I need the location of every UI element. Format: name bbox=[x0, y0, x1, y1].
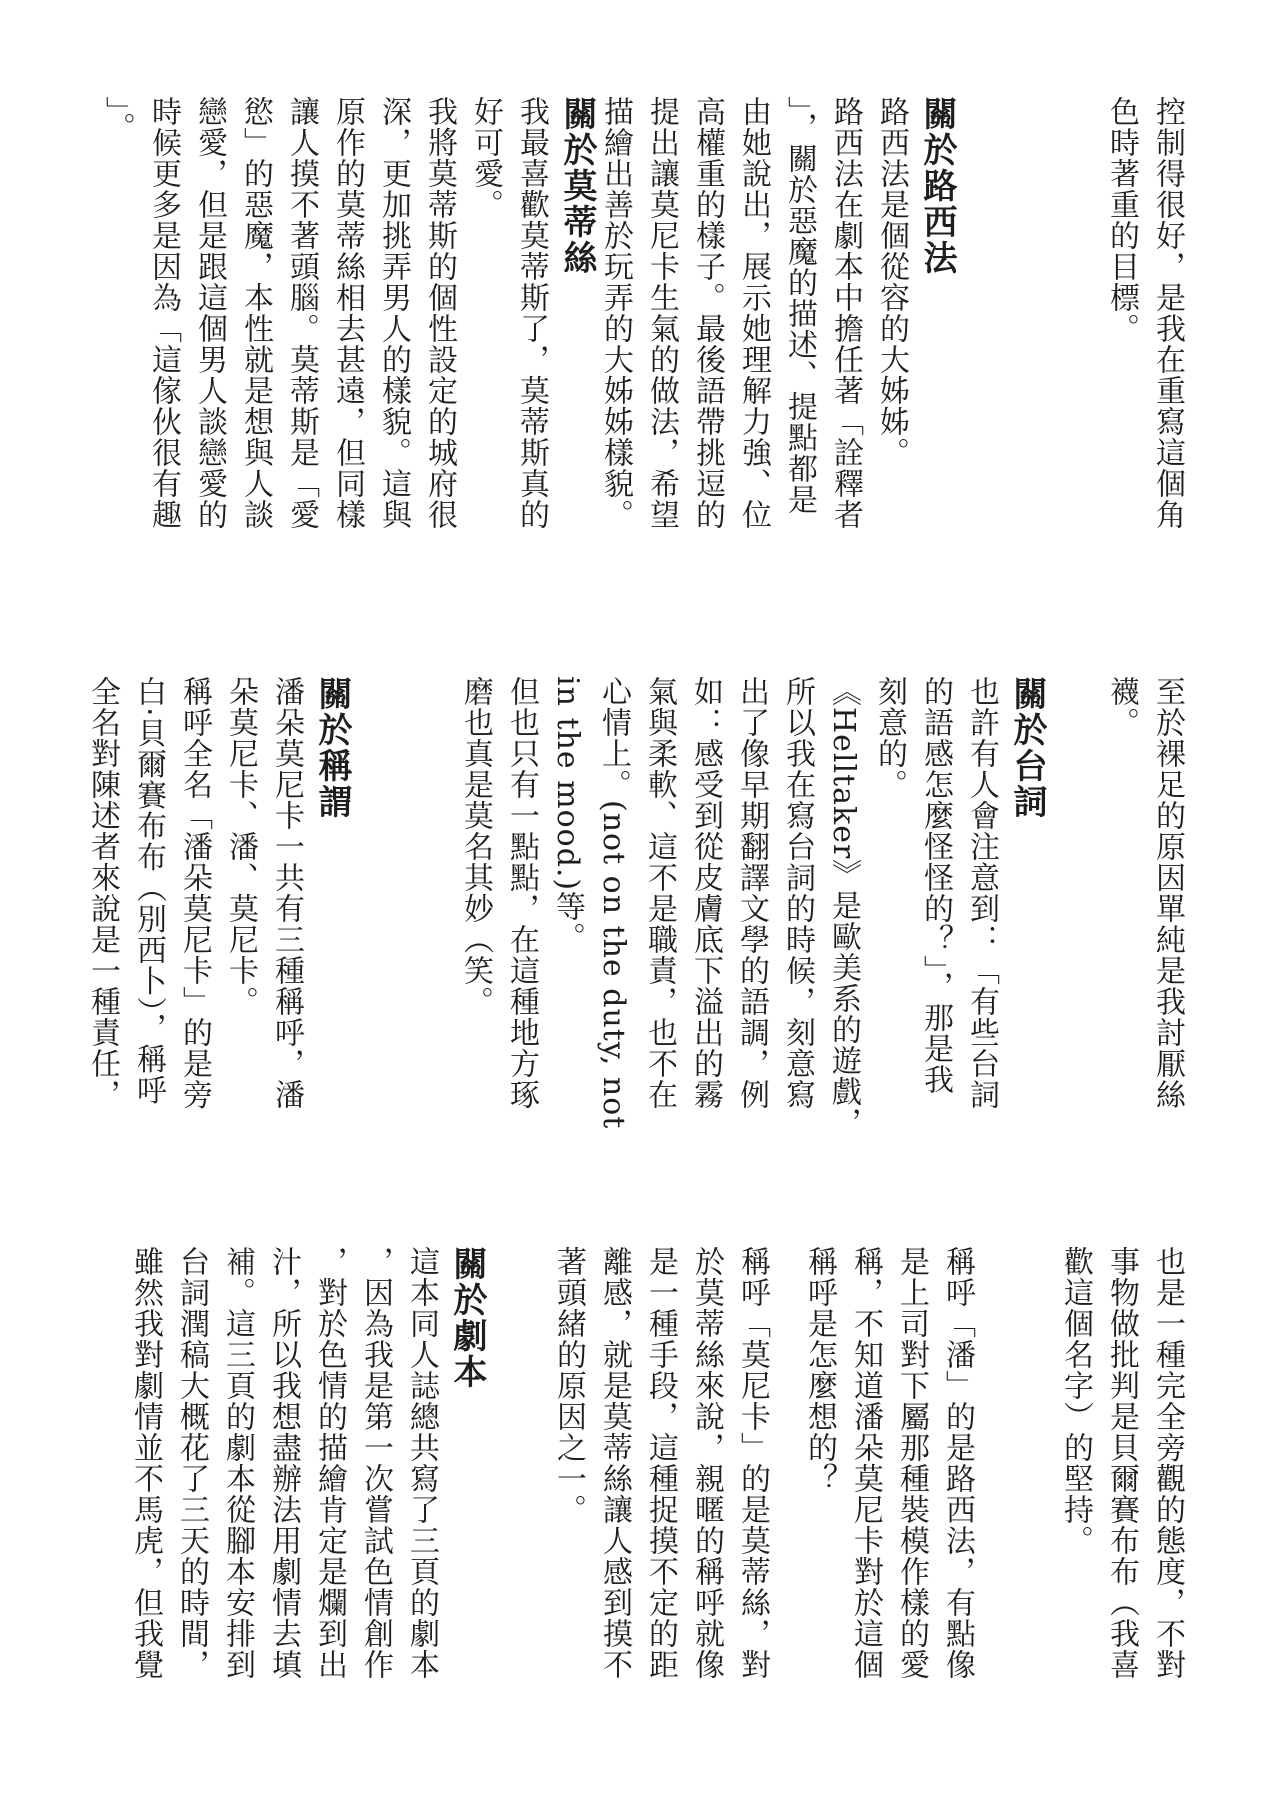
text-line: 稱呼「潘」的是路西法，有點像 bbox=[940, 1246, 975, 1680]
text-line: 」。 bbox=[100, 96, 135, 143]
text-line: 心情上。(not on the duty, not bbox=[596, 676, 631, 1130]
section-forms-of-address bbox=[65, 676, 355, 1196]
text-line: 」，關於惡魔的描述、提點都是 bbox=[782, 96, 817, 515]
text-line: 稱，不知道潘朵莫尼卡對於這個 bbox=[848, 1246, 883, 1680]
text-line: 也是一種完全旁觀的態度，不對 bbox=[1150, 1246, 1185, 1680]
text-line: 這本同人誌總共寫了三頁的劇本 bbox=[404, 1246, 439, 1680]
text-line: 刻意的。 bbox=[872, 676, 907, 800]
section-heading: 關於劇本 bbox=[447, 1246, 487, 1390]
text-line: 色時著重的目標。 bbox=[1104, 96, 1139, 344]
text-line: 所以我在寫台詞的時候，刻意寫 bbox=[780, 676, 815, 1110]
text-block-barefoot bbox=[1055, 676, 1190, 1196]
section-heading: 關於莫蒂絲 bbox=[557, 96, 597, 276]
section-lucifer bbox=[598, 96, 960, 616]
text-line: in the mood.)等。 bbox=[550, 676, 585, 954]
text-line: 提出讓莫尼卡生氣的做法，希望 bbox=[644, 96, 679, 530]
text-line: 著頭緒的原因之一。 bbox=[551, 1246, 586, 1525]
text-line: 稱呼「莫尼卡」的是莫蒂絲，對 bbox=[735, 1246, 770, 1680]
text-block-lucifer-address bbox=[780, 1246, 980, 1766]
text-line: 慾」的惡魔，本性就是想與人談 bbox=[238, 96, 273, 530]
text-line: 補。這三頁的劇本從腳本安排到 bbox=[220, 1246, 255, 1680]
text-line: 汁，所以我想盡辦法用劇情去填 bbox=[266, 1246, 301, 1680]
text-line: 如：感受到從皮膚底下溢出的霧 bbox=[688, 676, 723, 1110]
text-line: 歡這個名字）的堅持。 bbox=[1058, 1246, 1093, 1556]
text-block-character-goal bbox=[960, 96, 1190, 616]
text-line: 稱呼全名「潘朵莫尼卡」的是旁 bbox=[177, 676, 212, 1110]
section-script bbox=[70, 1246, 490, 1766]
text-line: 事物做批判是貝爾賽布布（我喜 bbox=[1104, 1246, 1139, 1680]
text-line: 高權重的樣子。最後語帶挑逗的 bbox=[690, 96, 725, 530]
text-line: 朵莫尼卡、潘、莫尼卡。 bbox=[223, 676, 258, 1017]
text-line: 台詞潤稿大概花了三天的時間， bbox=[174, 1246, 209, 1680]
text-block-beelzebub bbox=[990, 1246, 1190, 1766]
text-line: 深，更加挑弄男人的樣貌。這與 bbox=[376, 96, 411, 530]
text-block-modeus-address bbox=[495, 1246, 775, 1766]
section-dialogue bbox=[360, 676, 1050, 1196]
text-line: 是一種手段，這種捉摸不定的距 bbox=[643, 1246, 678, 1680]
text-line: 《Helltaker》是歐美系的遊戲， bbox=[826, 676, 861, 1139]
section-heading: 關於稱謂 bbox=[312, 676, 352, 820]
text-line: 襪。 bbox=[1104, 676, 1139, 738]
text-line: 稱呼是怎麼想的？ bbox=[802, 1246, 837, 1494]
text-line: 但也只有一點點，在這種地方琢 bbox=[504, 676, 539, 1110]
text-line: 路西法是個從容的大姊姊。 bbox=[874, 96, 909, 468]
text-line: 控制得很好，是我在重寫這個角 bbox=[1150, 96, 1185, 530]
text-line: 離感，就是莫蒂絲讓人感到摸不 bbox=[597, 1246, 632, 1680]
text-line: 路西法在劇本中擔任著「詮釋者 bbox=[828, 96, 863, 530]
text-line: 描繪出善於玩弄的大姊姊樣貌。 bbox=[598, 96, 633, 530]
text-line: 也許有人會注意到：「有些台詞 bbox=[964, 676, 999, 1110]
text-line: 全名對陳述者來說是一種責任， bbox=[85, 676, 120, 1110]
text-line: 好可愛。 bbox=[468, 96, 503, 220]
text-line: 我最喜歡莫蒂斯了，莫蒂斯真的 bbox=[514, 96, 549, 530]
text-line: 我將莫蒂斯的個性設定的城府很 bbox=[422, 96, 457, 530]
text-line: 是上司對下屬那種裝模作樣的愛 bbox=[894, 1246, 929, 1680]
text-line: 磨也真是莫名其妙（笑。 bbox=[458, 676, 493, 1017]
text-line: 潘朵莫尼卡一共有三種稱呼，潘 bbox=[269, 676, 304, 1110]
text-line: 原作的莫蒂絲相去甚遠，但同樣 bbox=[330, 96, 365, 530]
text-line: 讓人摸不著頭腦。莫蒂斯是「愛 bbox=[284, 96, 319, 530]
text-line: 氣與柔軟、這不是職責，也不在 bbox=[642, 676, 677, 1110]
section-heading: 關於台詞 bbox=[1007, 676, 1047, 820]
section-modeus bbox=[70, 96, 600, 616]
section-heading: 關於路西法 bbox=[917, 96, 957, 276]
text-line: 白‧貝爾賽布布（別西卜），稱呼 bbox=[131, 676, 166, 1106]
text-line: 由她說出，展示她理解力強、位 bbox=[736, 96, 771, 530]
text-line: 戀愛，但是跟這個男人談戀愛的 bbox=[192, 96, 227, 530]
text-line: ，因為我是第一次嘗試色情創作 bbox=[358, 1246, 393, 1680]
text-line: 出了像早期翻譯文學的語調，例 bbox=[734, 676, 769, 1110]
text-line: 於莫蒂絲來說，親暱的稱呼就像 bbox=[689, 1246, 724, 1680]
text-line: ，對於色情的描繪肯定是爛到出 bbox=[312, 1246, 347, 1680]
text-line: 至於裸足的原因單純是我討厭絲 bbox=[1150, 676, 1185, 1110]
text-line: 時候更多是因為「這傢伙很有趣 bbox=[146, 96, 181, 530]
text-line: 雖然我對劇情並不馬虎，但我覺 bbox=[128, 1246, 163, 1680]
text-line: 的語感怎麼怪怪的？」，那是我 bbox=[918, 676, 953, 1095]
